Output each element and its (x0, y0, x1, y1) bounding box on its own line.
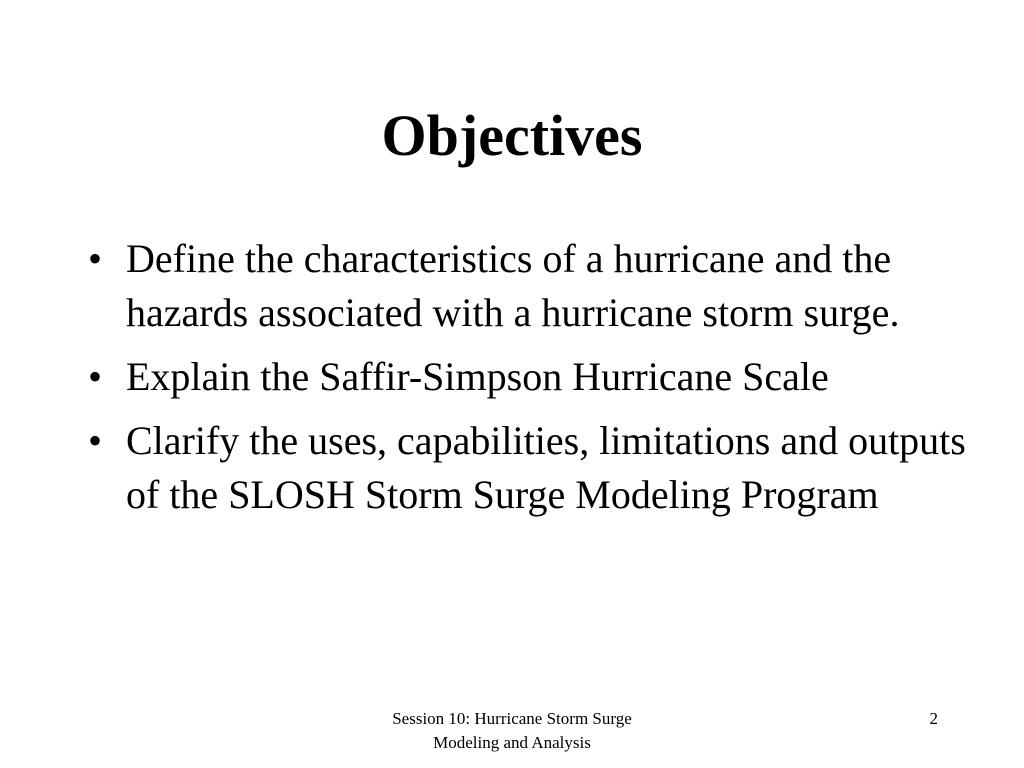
list-item (88, 350, 968, 404)
footer-line-2: Modeling and Analysis (433, 733, 591, 752)
objectives-list (88, 232, 968, 532)
objective-text: Explain the Saffir-Simpson Hurricane Scale (126, 354, 829, 399)
footer-line-1: Session 10: Hurricane Storm Surge (392, 709, 632, 728)
slide-title: Objectives (381, 103, 643, 168)
objective-text: Define the characteristics of a hurricane and the hazards associated with a hurricane storm surge. (126, 236, 900, 335)
page-number: 2 (929, 709, 938, 728)
bullet-icon: • (88, 418, 103, 463)
bullet-icon: • (88, 236, 103, 281)
objective-text: Clarify the uses, capabilities, limitations and outputs of the SLOSH Storm Surge Modeling Program (126, 418, 966, 517)
bullet-icon: • (88, 354, 103, 399)
list-item (88, 414, 968, 522)
footer-session-title (312, 707, 712, 755)
list-item (88, 232, 968, 340)
